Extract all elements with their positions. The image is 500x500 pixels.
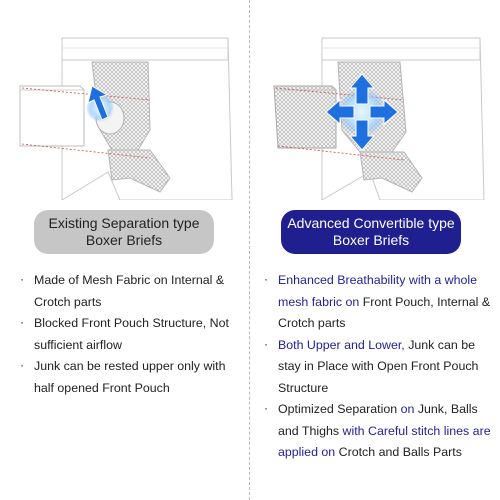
- product-illustrations: [0, 0, 500, 200]
- center-divider: [249, 0, 250, 500]
- feature-segment: Crotch and Balls Parts: [338, 445, 462, 459]
- convertible-brief-illustration: [274, 38, 484, 200]
- list-item: [262, 335, 494, 400]
- feature-segment: with Careful stitch lines are applied on: [278, 423, 491, 459]
- list-item: [18, 313, 240, 356]
- feature-segment: Both Upper and Lower,: [278, 337, 409, 352]
- list-item: [18, 356, 240, 399]
- bullet: ·: [20, 272, 25, 286]
- existing-brief-illustration: [20, 38, 232, 200]
- feature-text: [278, 402, 491, 459]
- feature-text: Blocked Front Pouch Structure, Not sufficient airflow: [34, 316, 229, 352]
- convertible-heading-line2: Boxer Briefs: [332, 232, 410, 248]
- feature-segment: Optimized Separation: [278, 402, 401, 416]
- feature-segment: Junk can be stay in Place with Open Front Pouch Structure: [278, 337, 479, 395]
- existing-type-heading: [34, 210, 214, 254]
- bullet: ·: [264, 401, 269, 415]
- existing-heading-line1: Existing Separation type: [48, 215, 200, 231]
- bullet: ·: [264, 336, 269, 351]
- feature-segment: Enhanced Breathability with a whole mesh fabric on: [278, 273, 478, 309]
- feature-text: [278, 338, 478, 395]
- list-item: [262, 270, 494, 335]
- convertible-features-list: [262, 270, 494, 464]
- feature-text: Junk can be rested upper only with half opened Front Pouch: [34, 359, 226, 395]
- feature-segment: Front Pouch, Internal & Crotch parts: [278, 294, 491, 330]
- convertible-heading-line1: Advanced Convertible type: [287, 215, 455, 231]
- list-item: [18, 270, 240, 313]
- bullet: ·: [264, 272, 269, 286]
- feature-text: Made of Mesh Fabric on Internal & Crotch parts: [34, 273, 225, 309]
- list-item: [262, 399, 494, 464]
- convertible-type-heading: [281, 210, 461, 254]
- bullet: ·: [20, 315, 25, 329]
- bullet: ·: [20, 358, 25, 372]
- feature-text: [278, 273, 490, 330]
- existing-heading-line2: Boxer Briefs: [85, 232, 163, 248]
- feature-segment: Junk, Balls and Thighs: [278, 402, 478, 438]
- existing-features-list: [18, 270, 240, 399]
- feature-segment: on: [400, 402, 418, 416]
